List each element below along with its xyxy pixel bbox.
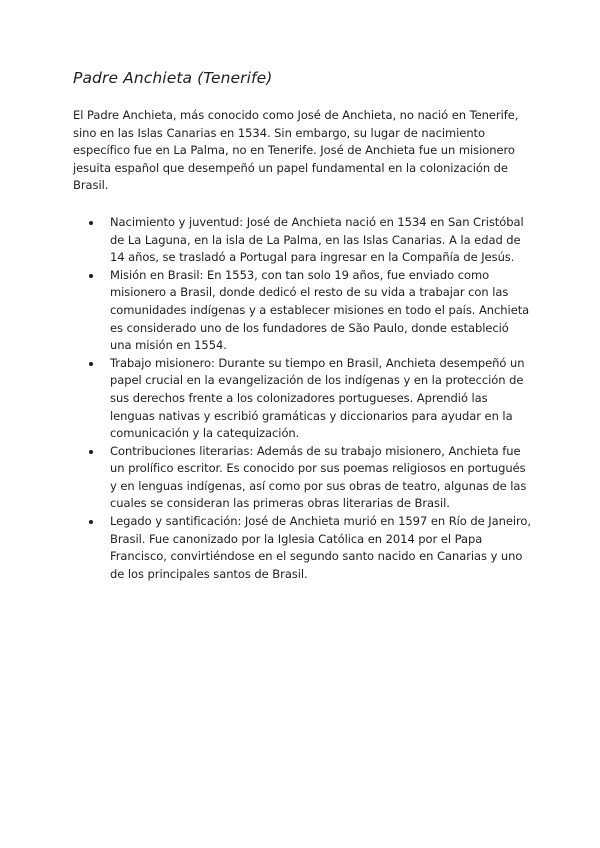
- bullet-item-trabajo: [73, 355, 531, 443]
- bullet-dot-icon: [89, 450, 93, 454]
- bullet-text: Nacimiento y juventud: José de Anchieta nació en 1534 en San Cristóbal de La Laguna, en la isla de La Palma, en las Islas Canarias. A la edad de 14 años, se trasladó a Portugal para ingresar en la Compañía de Jesús.: [110, 214, 524, 265]
- document-title: Padre Anchieta (Tenerife): [73, 69, 273, 87]
- document-page: [73, 68, 531, 583]
- bullet-text: Trabajo misionero: Durante su tiempo en Brasil, Anchieta desempeñó un papel crucial en la evangelización de los indígenas y en la protección de sus derechos frente a los colonizadores portugueses. Aprendió las lenguas nativas y escribió gramáticas y diccionarios para ayudar en la comunicación y la catequización.: [110, 355, 525, 441]
- bullet-text: Misión en Brasil: En 1553, con tan solo 19 años, fue enviado como misionero a Brasil, donde dedicó el resto de su vida a trabajar con las comunidades indígenas y a establecer misiones en todo el país. Anchieta es considerado uno de los fundadores de São Paulo, donde estableció una misión en 1554.: [110, 267, 530, 353]
- bullet-dot-icon: [89, 520, 93, 524]
- bullet-item-contribuciones: [73, 443, 531, 513]
- bullet-item-legado: [73, 513, 531, 583]
- bullet-dot-icon: [89, 362, 93, 366]
- bullet-text: Contribuciones literarias: Además de su trabajo misionero, Anchieta fue un prolífico escritor. Es conocido por sus poemas religiosos en portugués y en lenguas indígenas, así como por sus obras de teatro, algunas de las cuales se consideran las primeras obras literarias de Brasil.: [110, 443, 527, 511]
- bullet-dot-icon: [89, 274, 93, 278]
- intro-paragraph: El Padre Anchieta, más conocido como José de Anchieta, no nació en Tenerife, sino en las Islas Canarias en 1534. Sin embargo, su lugar de nacimiento específico fue en La Palma, no en Tenerife. José de Anchieta fue un misionero jesuita español que desempeñó un papel fundamental en la colonización de Brasil.: [73, 108, 519, 193]
- bullet-item-mision: [73, 267, 531, 355]
- bullet-list: [73, 214, 531, 583]
- bullet-text: Legado y santificación: José de Anchieta murió en 1597 en Río de Janeiro, Brasil. Fue canonizado por la Iglesia Católica en 2014 por el Papa Francisco, convirtiéndose en el segundo santo nacido en Canarias y uno de los principales santos de Brasil.: [110, 514, 532, 581]
- bullet-dot-icon: [89, 221, 93, 225]
- bullet-item-nacimiento: [73, 214, 531, 267]
